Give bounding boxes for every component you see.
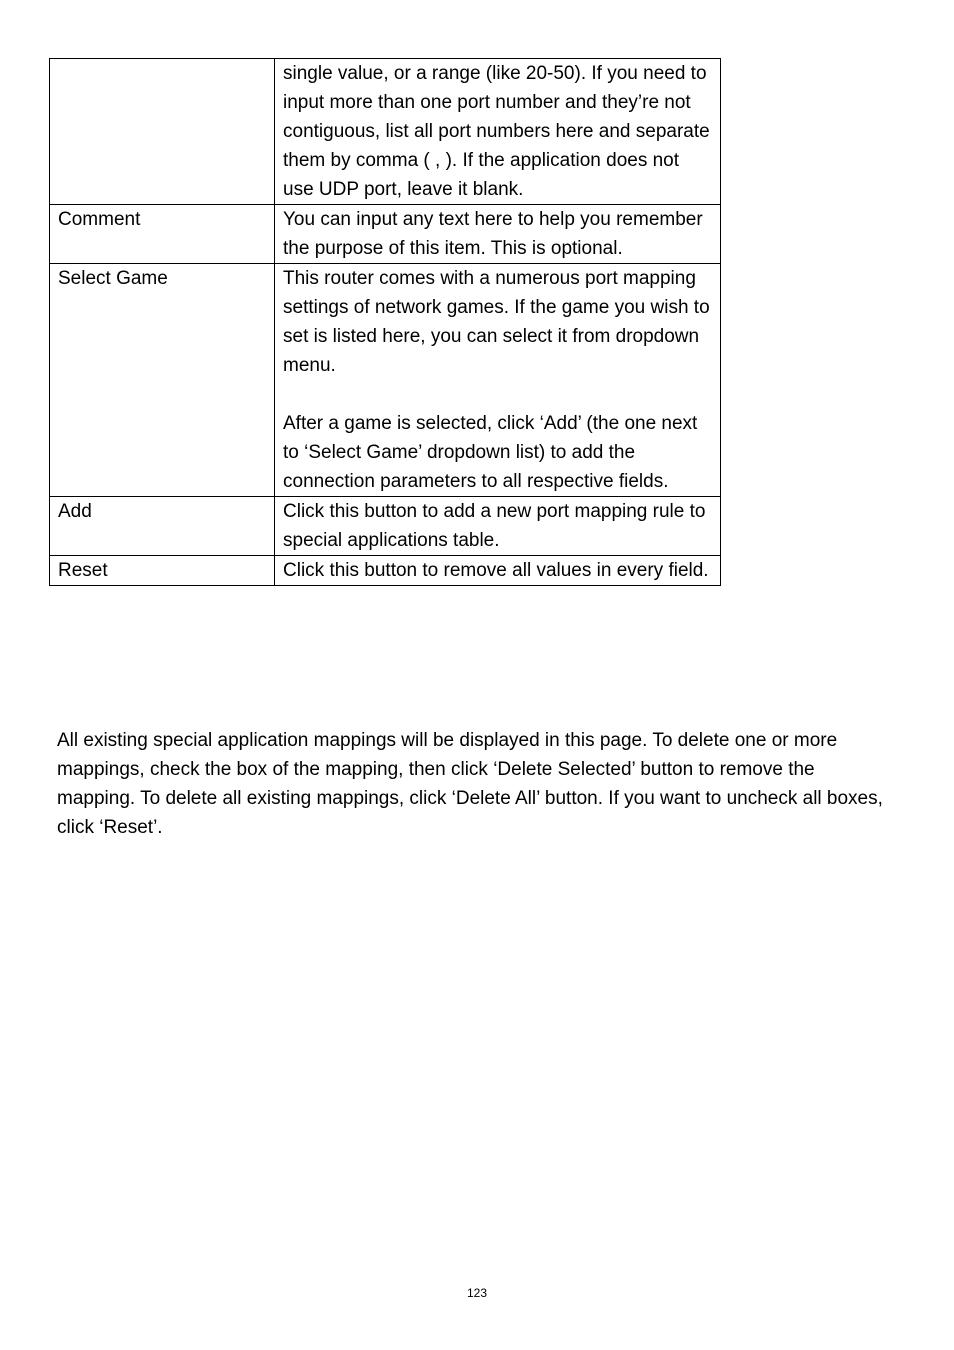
body-paragraph: All existing special application mappings will be displayed in this page. To delete one or more mappings, check the box of the mapping, then click ‘Delete Selected’ button to remove the mapping. To delete all existing mappings, click ‘Delete All’ button. If you want to uncheck all boxes, click ‘Reset’. (57, 730, 883, 838)
term-cell: Select Game (50, 264, 275, 497)
table-row (50, 497, 721, 556)
description-cell (275, 59, 721, 205)
page-number: 123 (466, 1286, 488, 1300)
table-row (50, 556, 721, 586)
term-cell (50, 59, 275, 205)
description-cell (275, 264, 721, 497)
description-text: single value, or a range (like 20-50). If you need to input more than one port number and they’re not contiguous, list all port numbers here and separate them by comma ( , ). If the application does not use UDP port, leave it blank. (283, 63, 710, 200)
description-text: You can input any text here to help you remember the purpose of this item. This is optional. (283, 209, 703, 259)
term-cell: Reset (50, 556, 275, 586)
description-text: After a game is selected, click ‘Add’ (the one next to ‘Select Game’ dropdown list) to add the connection parameters to all respective fields. (283, 413, 698, 492)
description-text: This router comes with a numerous port mapping settings of network games. If the game you wish to set is listed here, you can select it from dropdown menu. (283, 268, 710, 376)
table-row (50, 205, 721, 264)
parameter-table (49, 58, 721, 586)
term-cell: Comment (50, 205, 275, 264)
table-row (50, 59, 721, 205)
description-text: Click this button to add a new port mapping rule to special applications table. (283, 501, 706, 551)
table-row (50, 264, 721, 497)
description-cell (275, 556, 721, 586)
description-cell (275, 205, 721, 264)
description-text: Click this button to remove all values in every field. (283, 560, 709, 581)
description-cell (275, 497, 721, 556)
term-cell: Add (50, 497, 275, 556)
